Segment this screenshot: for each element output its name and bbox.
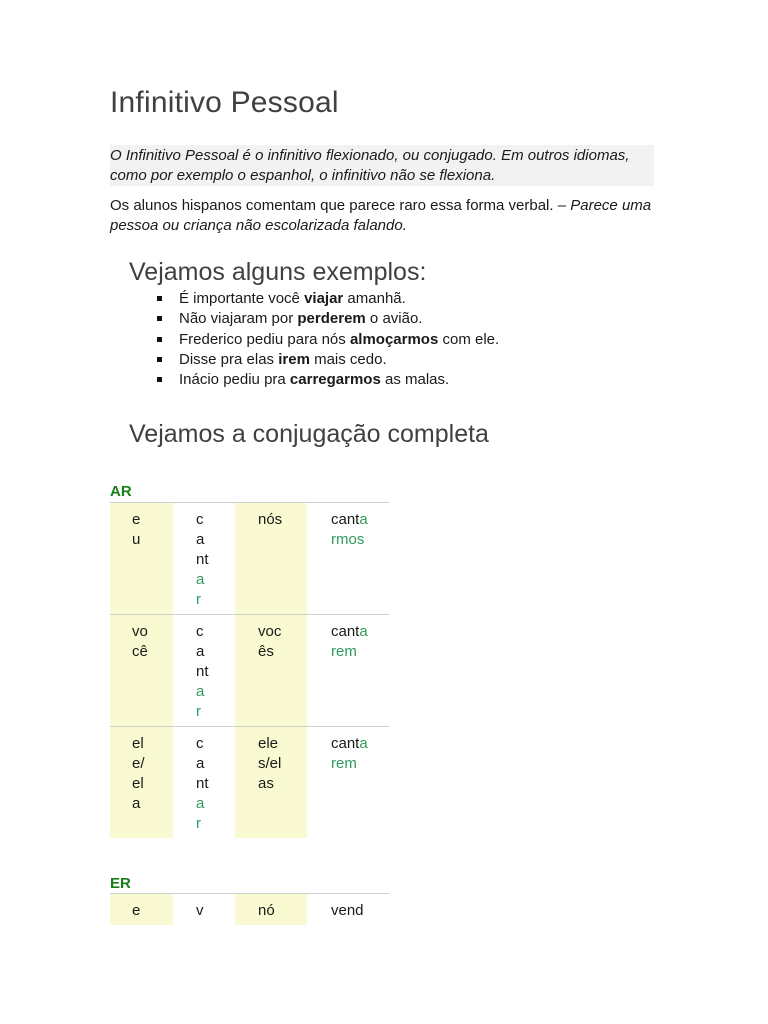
list-item: É importante você viajar amanhã. [154, 289, 499, 309]
infinitive-cell: v [196, 902, 204, 919]
definition-quote: O Infinitivo Pessoal é o infinitivo flexionado, ou conjugado. Em outros idiomas, como por exemplo o espanhol, o infinitivo não se flexiona. [110, 145, 654, 186]
paragraph-text: Os alunos hispanos comentam que parece raro essa forma verbal. – [110, 197, 571, 214]
pronoun-cell: vocês [235, 615, 307, 727]
list-item: Frederico pediu para nós almoçarmos com ele. [154, 330, 499, 350]
examples-heading: Vejamos alguns exemplos: [129, 258, 427, 286]
paragraph-italic: Parece uma pessoa ou criança não escolarizada falando. [110, 197, 652, 234]
conjugated-cell: cantarem [331, 623, 368, 660]
section-label-ar: AR [110, 483, 132, 500]
bullet-icon [157, 357, 162, 362]
bullet-icon [157, 316, 162, 321]
pronoun-cell: ele/ela [110, 727, 173, 838]
bullet-icon [157, 337, 162, 342]
pronoun-cell: eu [110, 503, 173, 614]
conjugated-cell: vend [331, 902, 364, 919]
intro-paragraph [110, 196, 658, 236]
bullet-icon [157, 296, 162, 301]
page-title: Infinitivo Pessoal [110, 86, 339, 119]
conjugated-cell: cantarem [331, 735, 368, 772]
bullet-icon [157, 377, 162, 382]
pronoun-cell: e [110, 894, 173, 925]
infinitive-cell: cantar [196, 735, 209, 832]
list-item: Inácio pediu pra carregarmos as malas. [154, 370, 499, 390]
section-label-er: ER [110, 875, 131, 892]
pronoun-cell: você [110, 615, 173, 727]
examples-list [154, 289, 499, 390]
list-item: Disse pra elas irem mais cedo. [154, 350, 499, 370]
list-item: Não viajaram por perderem o avião. [154, 309, 499, 329]
conjugated-cell: cantarmos [331, 511, 368, 548]
pronoun-cell: eles/elas [235, 727, 307, 838]
infinitive-cell: cantar [196, 511, 209, 608]
conjugation-heading: Vejamos a conjugação completa [129, 420, 489, 448]
pronoun-cell: nós [235, 503, 307, 614]
infinitive-cell: cantar [196, 623, 209, 720]
pronoun-cell: nó [235, 894, 307, 925]
